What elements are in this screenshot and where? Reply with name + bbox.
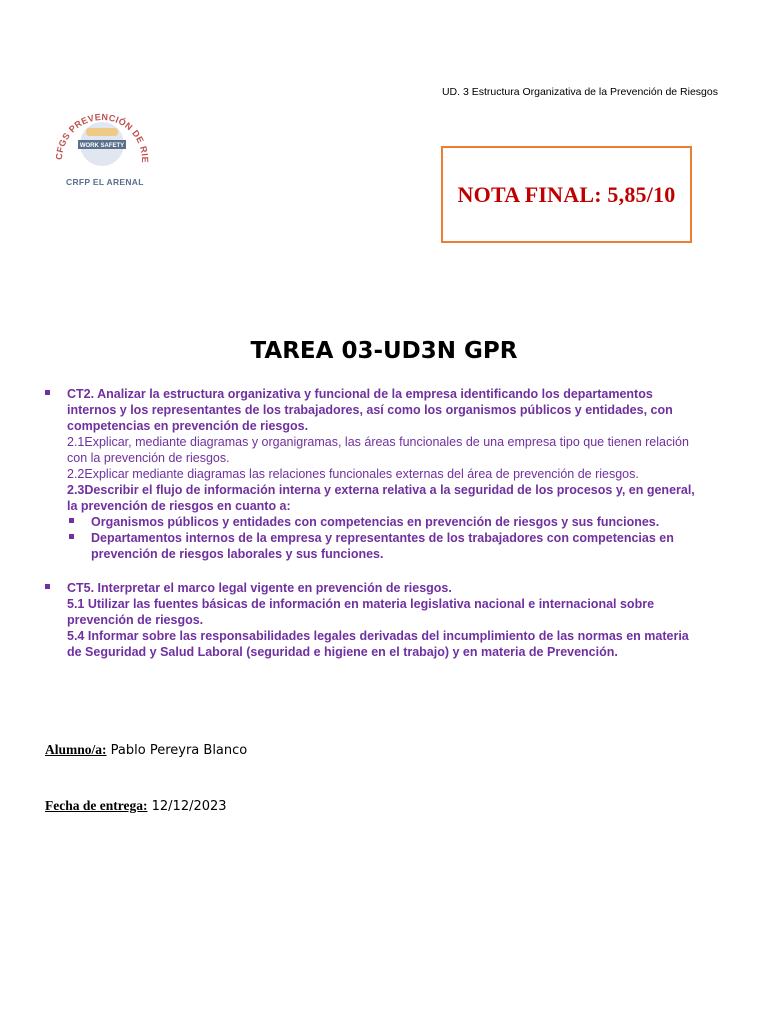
ct2-item-2-2: 2.2Explicar mediante diagramas las relaciones funcionales externas del área de prevención de riesgos.: [67, 467, 639, 481]
ct2-item-2-3-number: 2.3: [67, 483, 85, 497]
ct2-subitem: [45, 514, 705, 530]
ct5-heading: CT5. Interpretar el marco legal vigente en prevención de riesgos.: [67, 581, 452, 595]
bullet-icon: [69, 518, 74, 523]
logo-caption: CRFP EL ARENAL: [66, 177, 144, 187]
delivery-date-value: 12/12/2023: [151, 799, 227, 814]
student-name: Pablo Pereyra Blanco: [110, 743, 248, 758]
bullet-icon: [45, 584, 50, 589]
final-grade-box: [441, 146, 692, 243]
criterion-ct2: [45, 386, 705, 514]
student-line: [45, 742, 247, 758]
criteria-section: [45, 386, 705, 660]
bullet-icon: [69, 534, 74, 539]
criterion-ct5: [45, 580, 705, 660]
ct2-subitem: [45, 530, 705, 562]
ct2-item-2-1: 2.1Explicar, mediante diagramas y organigramas, las áreas funcionales de una empresa tipo que tienen relación con la prevención de riesgos.: [67, 435, 689, 465]
ct5-item-5-4: 5.4 Informar sobre las responsabilidades legales derivadas del incumplimiento de las normas en materia de Seguridad y Salud Laboral (seguridad e higiene en el trabajo) y en materia de Prevención.: [67, 629, 689, 659]
page-title: TAREA 03-UD3N GPR: [250, 338, 518, 364]
ct2-item-2-3: [67, 482, 705, 514]
final-grade-label: NOTA FINAL: 5,85/10: [457, 181, 676, 207]
delivery-date-line: [45, 798, 227, 814]
logo-emblem-icon: [48, 98, 156, 178]
ct5-item-5-1: 5.1 Utilizar las fuentes básicas de información en materia legislativa nacional e internacional sobre prevención de riesgos.: [67, 597, 655, 627]
logo-ribbon-text: WORK SAFETY: [79, 143, 125, 149]
student-label: Alumno/a:: [45, 742, 107, 757]
bullet-icon: [45, 390, 50, 395]
ct2-item-2-3-text: Describir el flujo de información interna y externa relativa a la seguridad de los procesos y, en general, la prevención de riesgos en cuanto a:: [67, 483, 695, 513]
ct2-subitem-text: Organismos públicos y entidades con competencias en prevención de riesgos y sus funciones.: [91, 515, 660, 529]
ct2-heading: CT2. Analizar la estructura organizativa y funcional de la empresa identificando los departamentos internos y los representantes de los trabajadores, así como los organismos públicos y entidades, con competencias en prevención de riesgos.: [67, 387, 673, 433]
logo-arc-text: CFGS PREVENCIÓN DE RIE: [53, 111, 151, 163]
delivery-date-label: Fecha de entrega:: [45, 798, 148, 813]
ct2-subitem-text: Departamentos internos de la empresa y representantes de los trabajadores con competencias en prevención de riesgos laborales y sus funciones.: [91, 531, 674, 561]
school-logo: [48, 98, 156, 194]
document-header: UD. 3 Estructura Organizativa de la Prevención de Riesgos: [441, 86, 718, 98]
